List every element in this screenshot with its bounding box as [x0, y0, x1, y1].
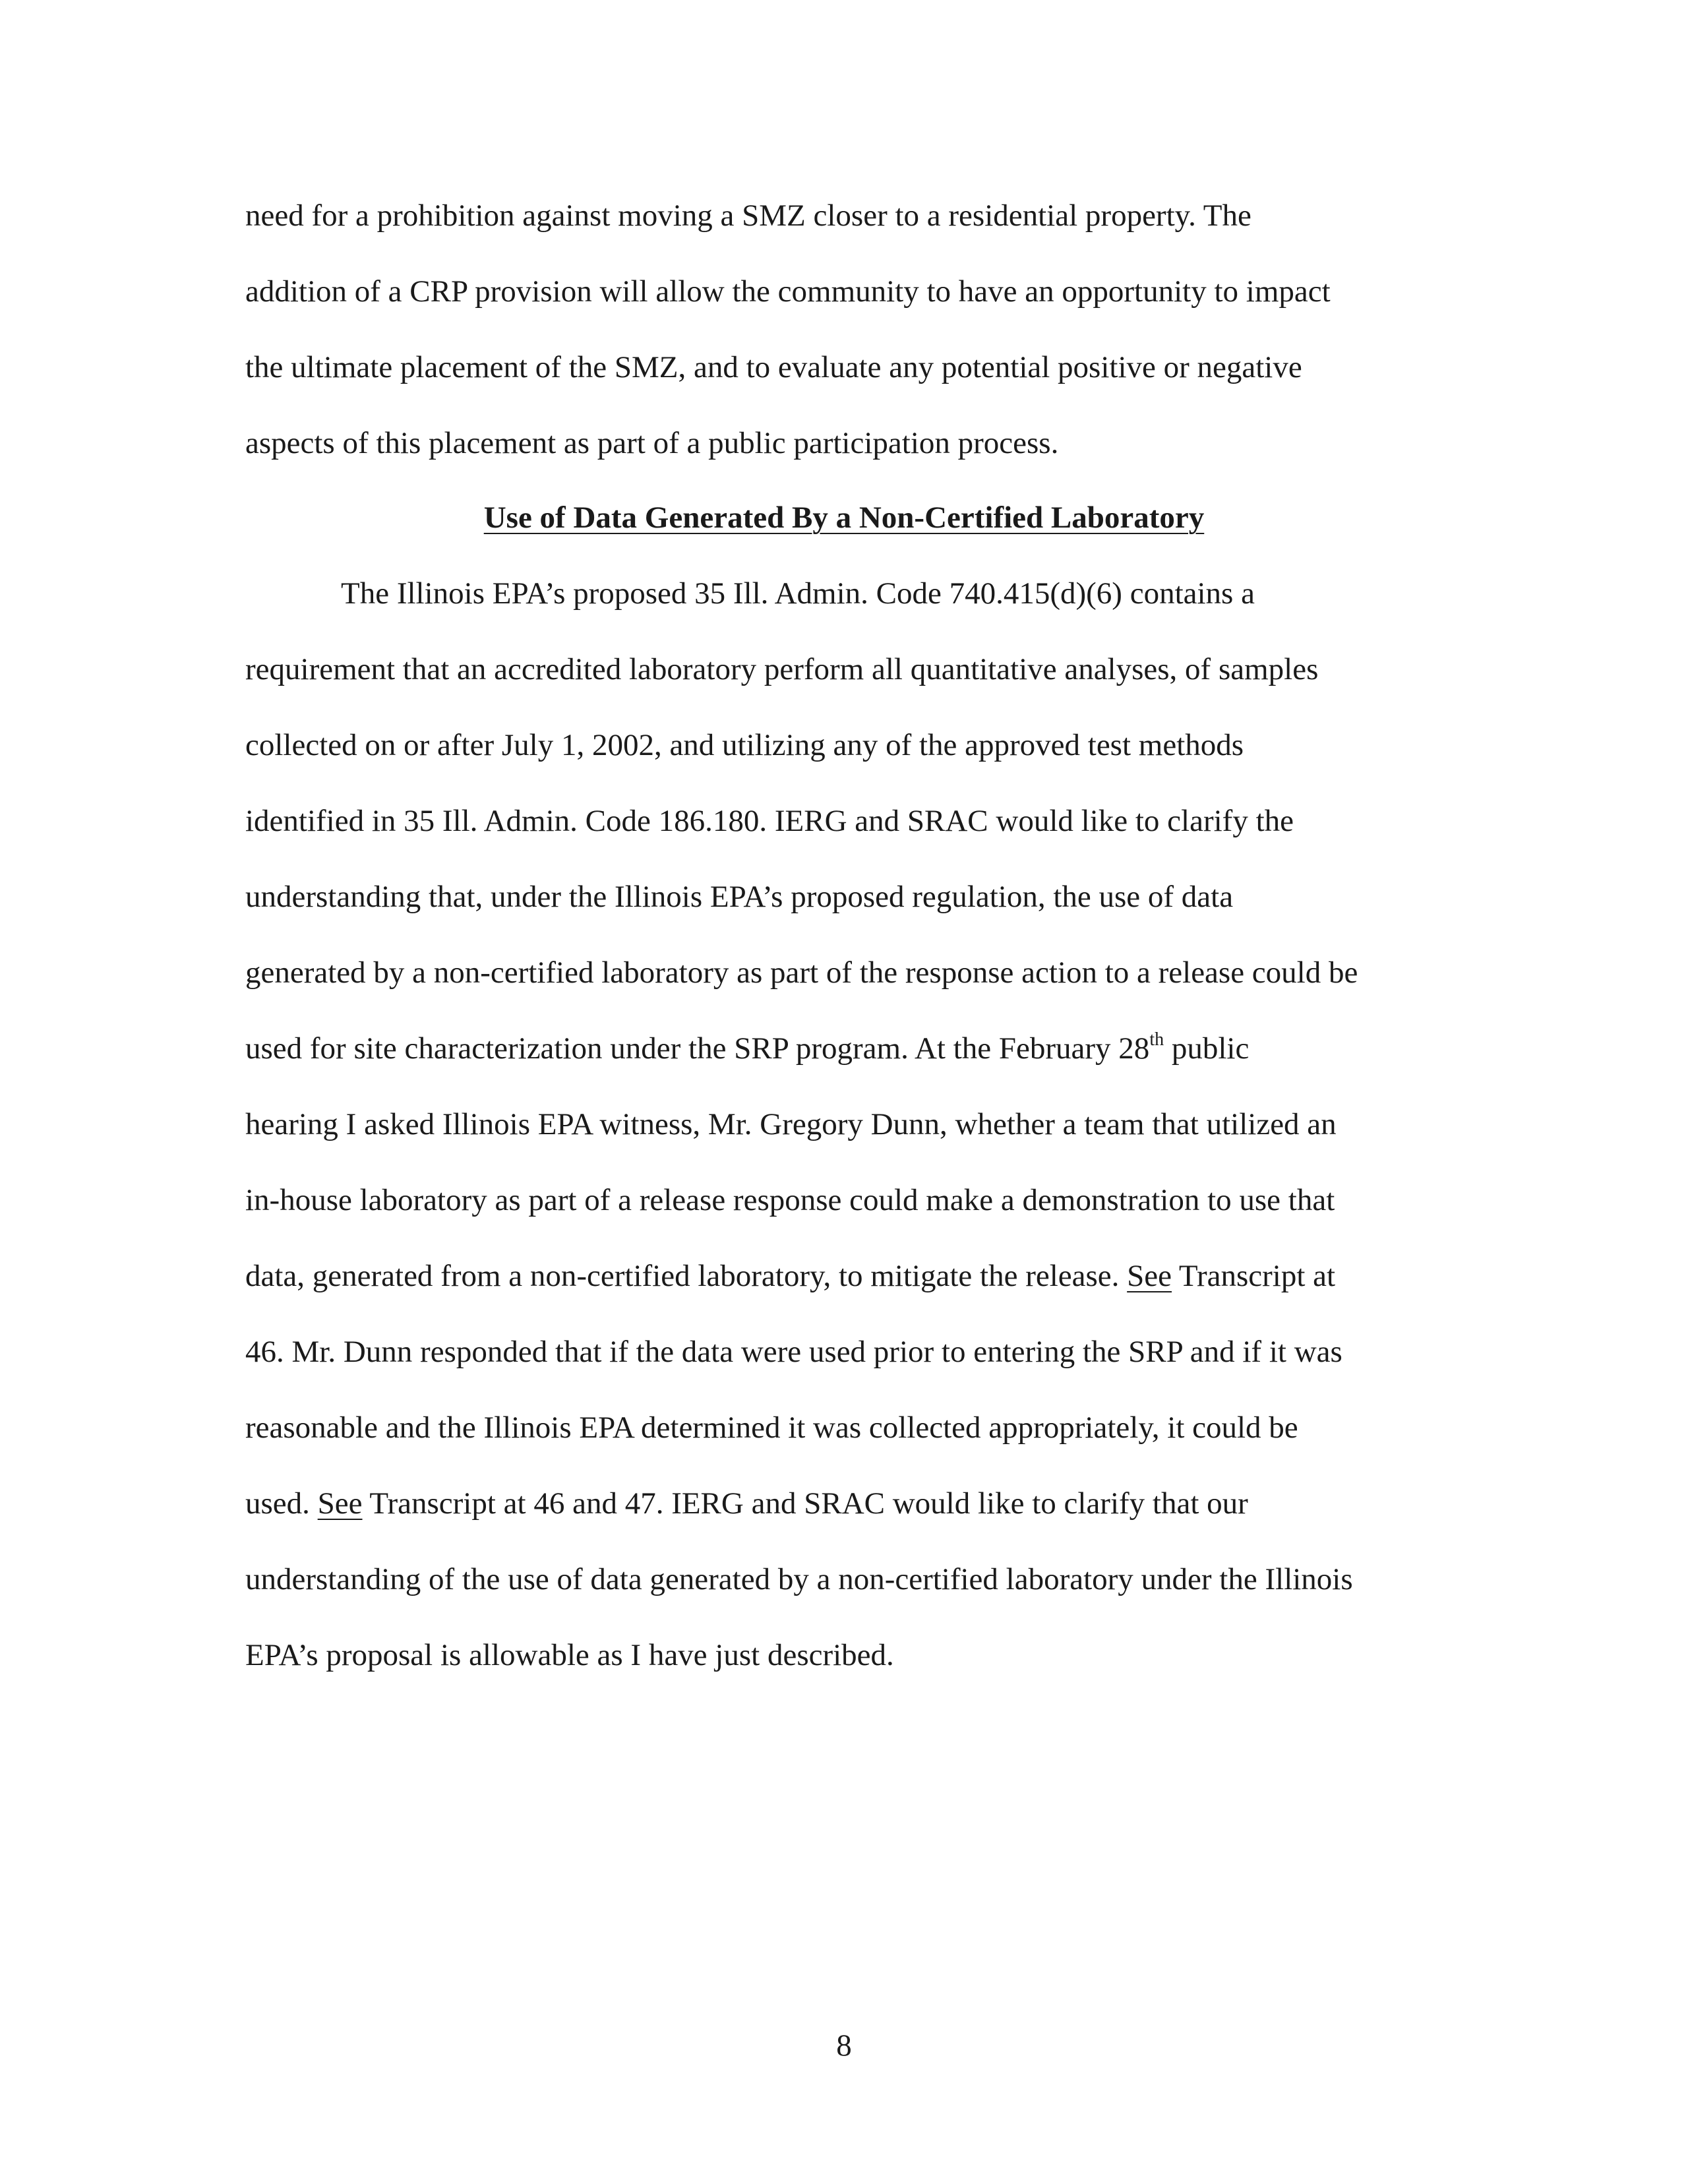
paragraph-line: The Illinois EPA’s proposed 35 Ill. Admin. Code 740.415(d)(6) contains a — [341, 576, 1255, 611]
paragraph-smz-crp — [245, 178, 1426, 481]
paragraph-line — [245, 1011, 1426, 1087]
paragraph-line: understanding of the use of data generated by a non-certified laboratory under the Illinois — [245, 1562, 1353, 1596]
citation-signal-see: See — [1127, 1259, 1172, 1293]
paragraph-line: collected on or after July 1, 2002, and utilizing any of the approved test methods — [245, 728, 1244, 762]
paragraph-line: addition of a CRP provision will allow the community to have an opportunity to impact — [245, 274, 1331, 309]
paragraph-non-certified-lab — [245, 556, 1426, 1693]
paragraph-line: identified in 35 Ill. Admin. Code 186.180. IERG and SRAC would like to clarify the — [245, 804, 1294, 838]
citation-signal-see: See — [317, 1486, 363, 1521]
text-run: Transcript at — [1172, 1259, 1336, 1293]
paragraph-line: hearing I asked Illinois EPA witness, Mr. Gregory Dunn, whether a team that utilized an — [245, 1107, 1337, 1141]
paragraph-line: understanding that, under the Illinois EPA’s proposed regulation, the use of data — [245, 880, 1234, 914]
paragraph-line — [245, 1238, 1426, 1314]
text-run: data, generated from a non-certified laboratory, to mitigate the release. — [245, 1259, 1128, 1293]
paragraph-line: EPA’s proposal is allowable as I have just described. — [245, 1638, 894, 1672]
section-heading — [0, 480, 1688, 556]
paragraph-line: the ultimate placement of the SMZ, and to evaluate any potential positive or negative — [245, 350, 1302, 384]
section-heading-text: Use of Data Generated By a Non-Certified Laboratory — [483, 501, 1205, 535]
ordinal-suffix: th — [1149, 1029, 1164, 1050]
text-run: Transcript at 46 and 47. IERG and SRAC would like to clarify that our — [362, 1486, 1248, 1521]
paragraph-line: in-house laboratory as part of a release response could make a demonstration to use that — [245, 1183, 1335, 1217]
paragraph-line: need for a prohibition against moving a SMZ closer to a residential property. The — [245, 198, 1251, 233]
text-run: public — [1164, 1031, 1250, 1066]
paragraph-line: reasonable and the Illinois EPA determined it was collected appropriately, it could be — [245, 1410, 1298, 1445]
paragraph-line: aspects of this placement as part of a public participation process. — [245, 426, 1059, 460]
paragraph-line — [245, 1466, 1426, 1542]
paragraph-line: requirement that an accredited laboratory perform all quantitative analyses, of samples — [245, 652, 1319, 686]
text-run: used. — [245, 1486, 318, 1521]
paragraph-line: 46. Mr. Dunn responded that if the data were used prior to entering the SRP and if it was — [245, 1335, 1342, 1369]
text-run: used for site characterization under the SRP program. At the February 28 — [245, 1031, 1150, 1066]
paragraph-line: generated by a non-certified laboratory as part of the response action to a release could be — [245, 956, 1358, 990]
page-number: 8 — [836, 2028, 852, 2063]
